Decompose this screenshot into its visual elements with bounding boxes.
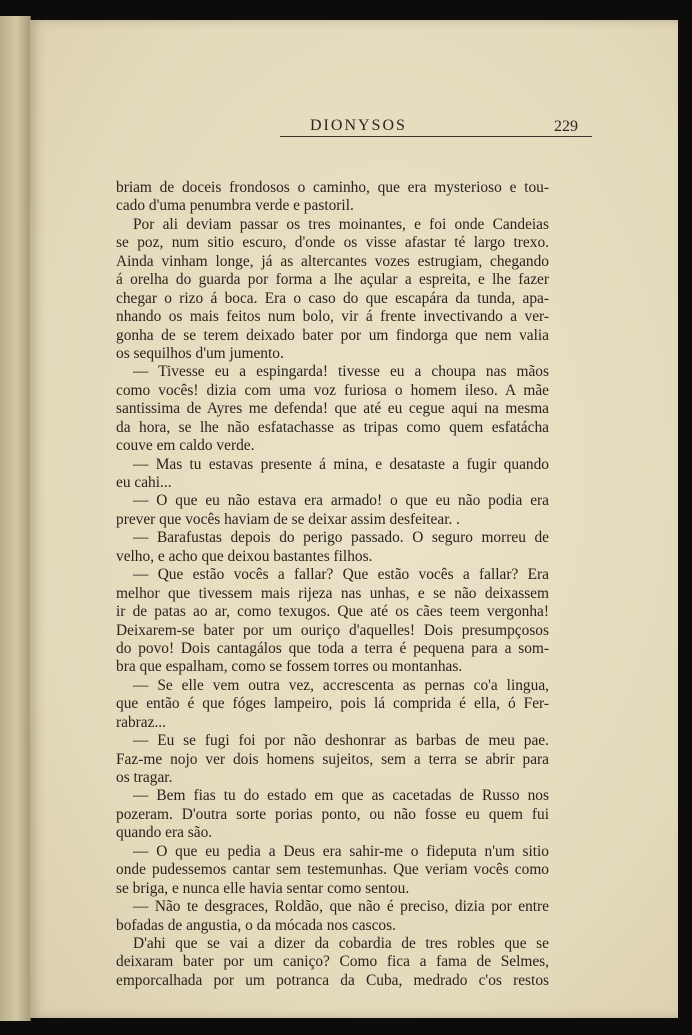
- text-line: couve em caldo verde.: [116, 437, 255, 455]
- left-page-edge: [0, 16, 31, 1021]
- text-line: santissima de Ayres me defenda! que até eu cegue aqui na mesma: [116, 400, 549, 418]
- text-line: — O que eu pedia a Deus era sahir-me o fideputa n'um sitio: [133, 842, 549, 860]
- text-line: — Não te desgraces, Roldão, que não é preciso, dizia por entre: [133, 898, 549, 916]
- text-line: rabraz...: [116, 713, 166, 731]
- text-line: — Eu se fugi foi por não deshonrar as barbas de meu pae.: [133, 732, 549, 750]
- text-line: como vocês! dizia com uma voz furiosa o homem ileso. A mãe: [116, 381, 549, 399]
- running-head: [280, 116, 592, 137]
- text-line: — Barafustas depois do perigo passado. O seguro morreu de: [133, 529, 549, 547]
- text-line: cado d'uma penumbra verde e pastoril.: [116, 197, 354, 215]
- text-line: pozeram. D'outra sorte porias ponto, ou não fosse eu quem fui: [116, 805, 549, 823]
- text-line: Ainda vinham longe, já as altercantes vozes estrugiam, chegando: [116, 252, 549, 270]
- text-line: emporcalhada por um potranca da Cuba, medrado c'os restos: [116, 971, 549, 989]
- page-number: 229: [554, 118, 578, 135]
- text-line: onde pudessemos cantar sem testemunhas. Que veriam vocês como: [116, 861, 549, 879]
- text-line: da hora, se lhe não esfatachasse as tripas como quem esfatácha: [116, 418, 549, 436]
- text-line: se poz, num sitio escuro, d'onde os visse afastar té largo trexo.: [116, 234, 549, 252]
- text-line: Deixarem-se bater por um ouriço d'aquelles! Dois presumpçosos: [116, 621, 549, 639]
- text-line: eu cahi...: [116, 474, 172, 491]
- text-line: deixaram bater por um caniço? Como fica a fama de Selmes,: [116, 953, 549, 971]
- text-line: quando era são.: [116, 824, 213, 842]
- text-line: se briga, e nunca elle havia sentar como sentou.: [116, 879, 410, 897]
- running-title: DIONYSOS: [310, 117, 407, 134]
- text-line: melhor que tivessem mais rijeza nas unhas, e se não deixassem: [116, 584, 549, 602]
- text-line: — Se elle vem outra vez, accrescenta as pernas co'a lingua,: [133, 676, 549, 694]
- text-line: os tragar.: [116, 769, 173, 786]
- text-line: Por ali deviam passar os tres moinantes, e foi onde Candeias: [133, 215, 549, 233]
- text-line: briam de doceis frondosos o caminho, que era mysterioso e tou-: [116, 179, 549, 196]
- text-line: — Que estão vocês a fallar? Que estão vocês a fallar? Era: [133, 566, 549, 584]
- text-line: — Bem fias tu do estado em que as cacetadas de Russo nos: [133, 787, 549, 805]
- text-line: gonha de se terem deixado bater por um findorga que nem valia: [116, 326, 549, 344]
- text-line: bra que espalham, como se fossem torres ou montanhas.: [116, 658, 463, 676]
- body-text: [116, 179, 549, 990]
- text-line: — Mas tu estavas presente á mina, e desataste a fugir quando: [133, 455, 549, 473]
- text-line: velho, e acho que deixou bastantes filhos.: [116, 547, 373, 565]
- text-line: prever que vocês haviam de se deixar assim desfeitear. .: [116, 510, 461, 528]
- text-line: que então é que fóges lampeiro, pois lá comprida é ella, ó Fer-: [116, 695, 549, 713]
- text-line: bofadas de angustia, o da mócada nos cascos.: [116, 916, 396, 934]
- text-line: Faz-me nojo ver dois homens sujeitos, sem a terra se abrir para: [116, 750, 549, 768]
- text-line: os sequilhos d'um jumento.: [116, 344, 284, 362]
- text-line: á orelha do guarda por forma a lhe açular a espreita, e lhe fazer: [116, 271, 549, 289]
- text-line: — Tivesse eu a espingarda! tivesse eu a choupa nas mãos: [133, 363, 549, 381]
- text-line: D'ahi que se vai a dizer da cobardia de tres robles que se: [133, 934, 549, 952]
- text-line: chegar o rizo á boca. Era o caso do que escapára da tunda, apa-: [116, 289, 549, 307]
- text-line: ir de patas ao ar, como texugos. Que até os cães teem vergonha!: [116, 603, 549, 621]
- text-line: do povo! Dois cantagálos que toda a terra é pequena para a som-: [116, 639, 549, 657]
- text-line: — O que eu não estava era armado! o que eu não podia era: [133, 492, 549, 510]
- text-line: nhando os mais feitos num bolo, vir á frente invectivando a ver-: [116, 308, 549, 326]
